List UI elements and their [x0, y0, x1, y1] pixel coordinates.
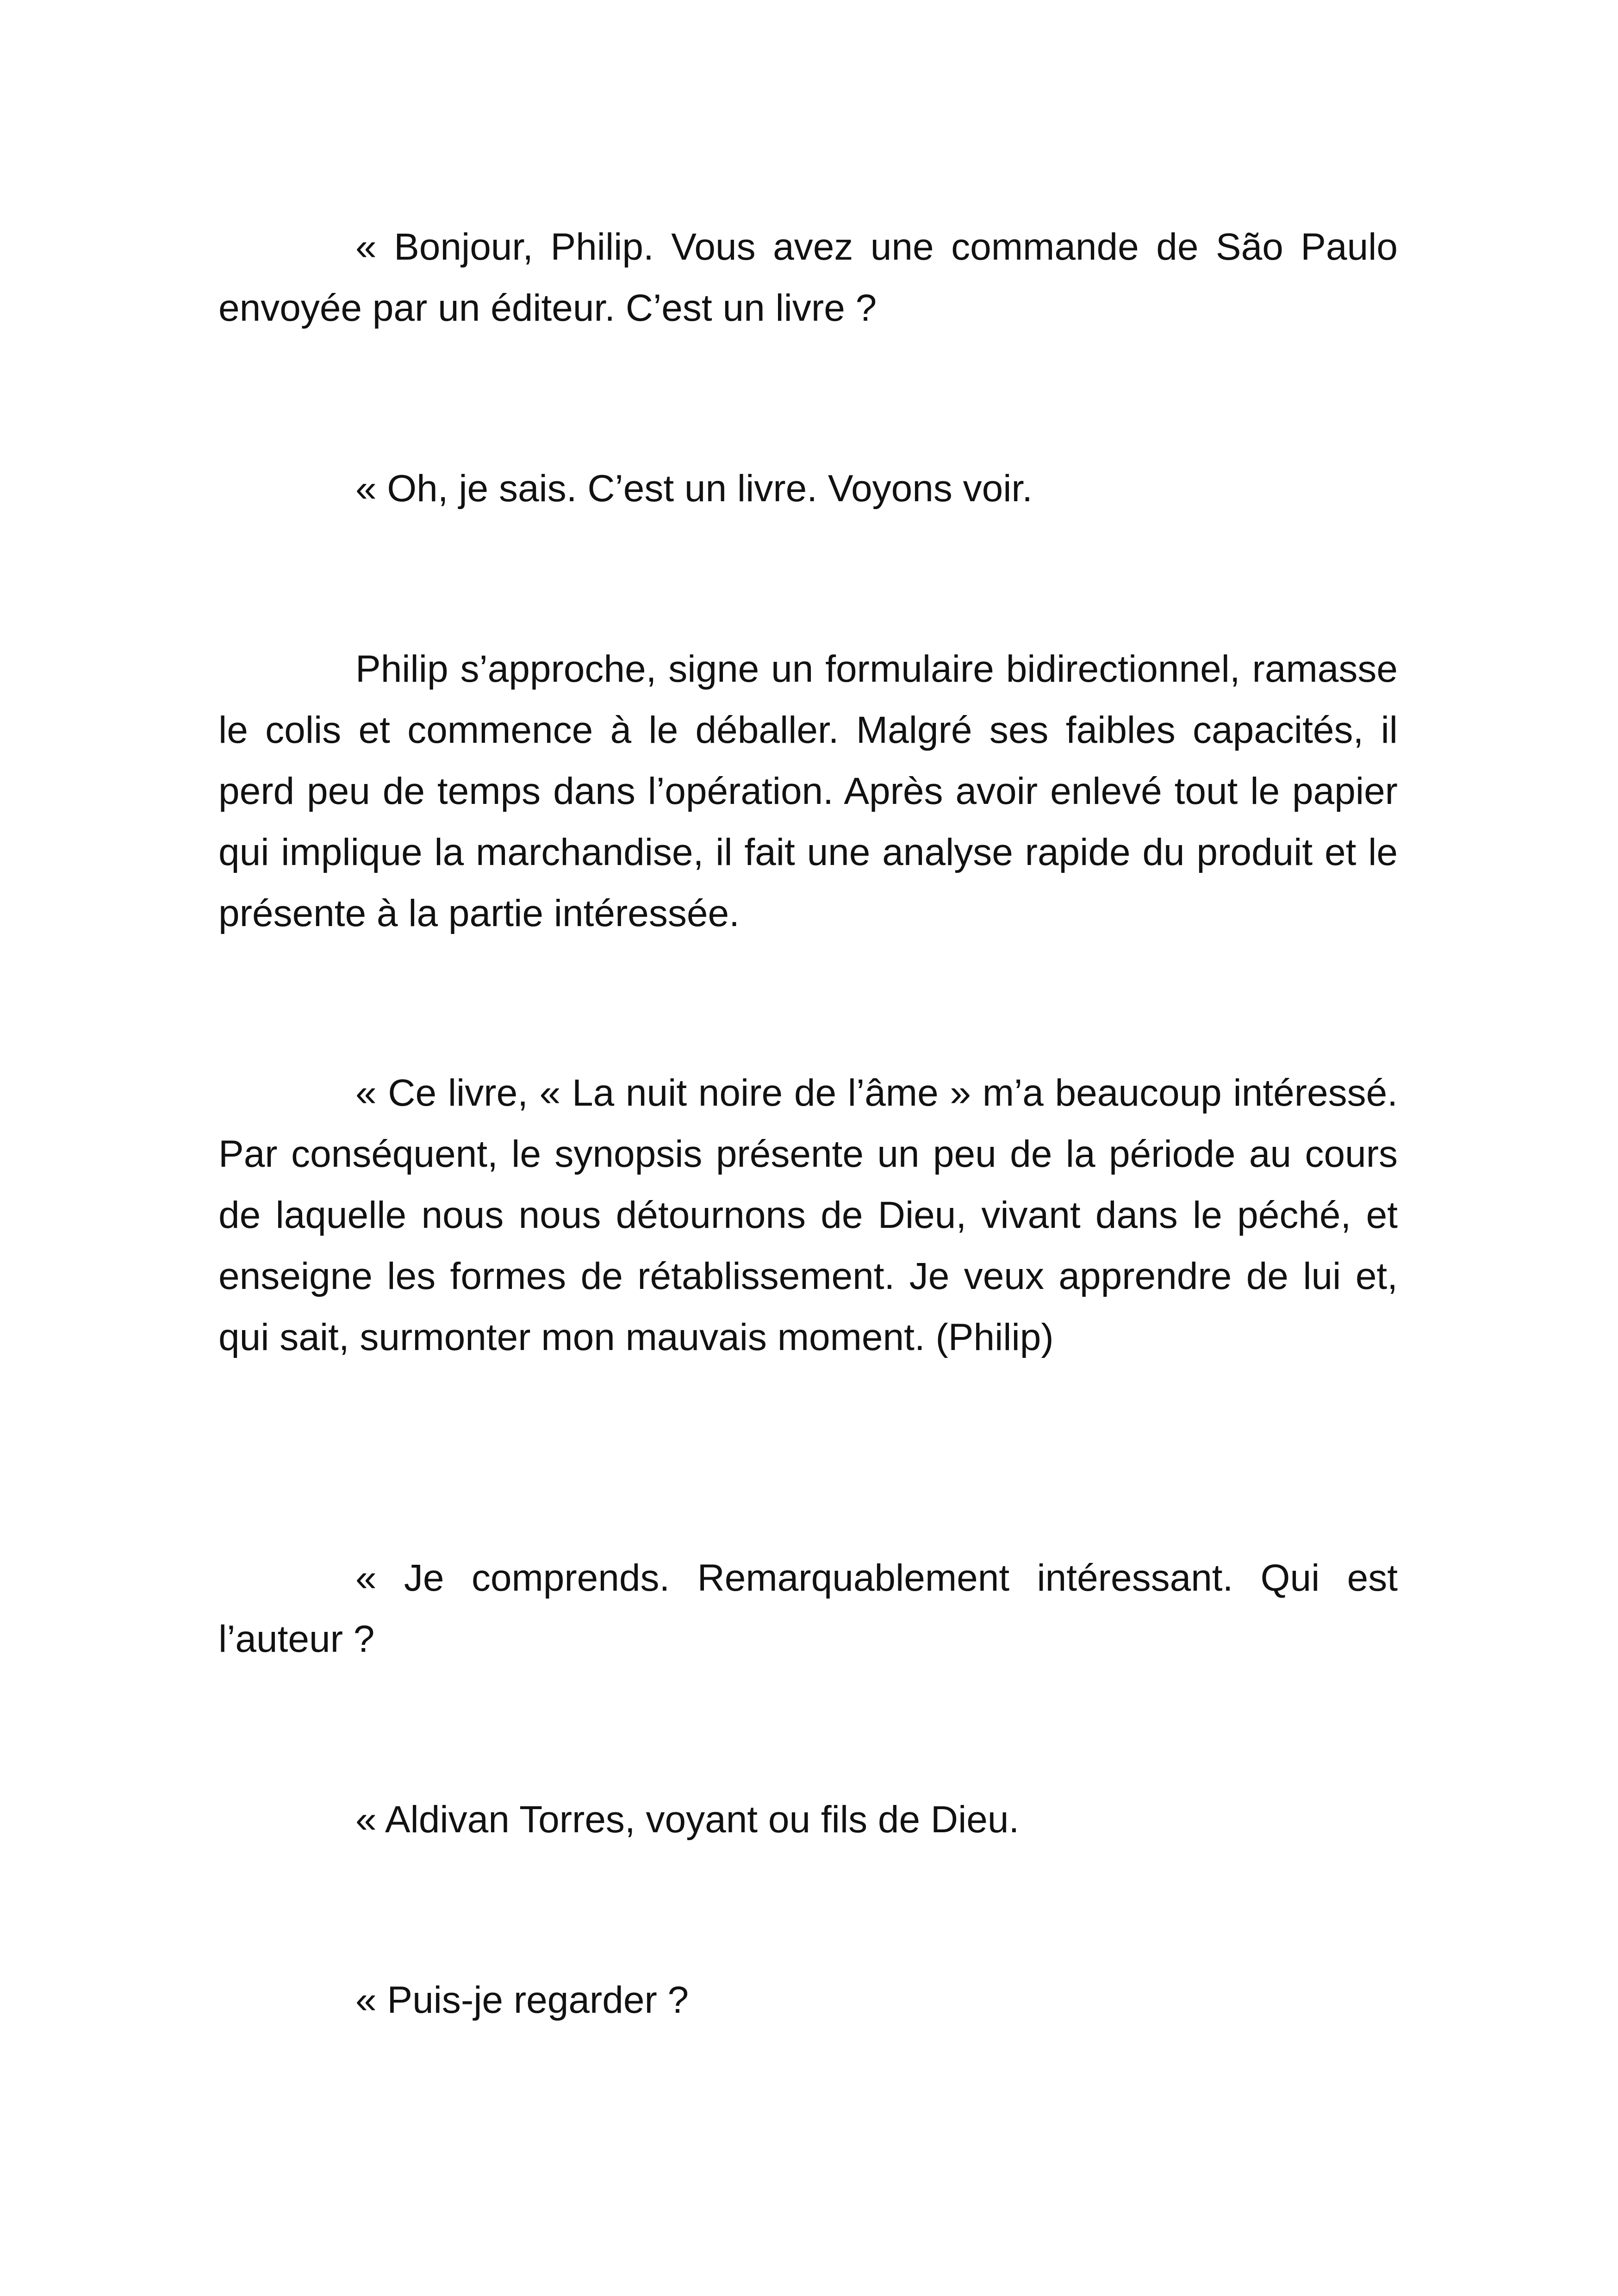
- narrative-paragraph: Philip s’approche, signe un formulaire bidirectionnel, ramasse le colis et commence à le déballer. Malgré ses faibles capacités, il perd peu de temps dans l’opération. Après avoir enlevé tout le papier qui implique la marchandise, il fait une analyse rapide du produit et le présente à la partie intéressée.: [218, 648, 1398, 934]
- dialogue-paragraph: « Bonjour, Philip. Vous avez une commande de São Paulo envoyée par un éditeur. C’est un livre ?: [218, 226, 1398, 329]
- dialogue-paragraph: « Je comprends. Remarquablement intéressant. Qui est l’auteur ?: [218, 1557, 1398, 1660]
- dialogue-paragraph: « Puis-je regarder ?: [355, 1979, 689, 2021]
- dialogue-paragraph: « Ce livre, « La nuit noire de l’âme » m’a beaucoup intéressé. Par conséquent, le synopsis présente un peu de la période au cours de laquelle nous nous détournons de Dieu, vivant dans le péché, et enseigne les formes de rétablissement. Je veux apprendre de lui et, qui sait, surmonter mon mauvais moment. (Philip): [218, 1072, 1398, 1358]
- dialogue-paragraph: « Aldivan Torres, voyant ou fils de Dieu.: [355, 1798, 1020, 1841]
- dialogue-paragraph: « Oh, je sais. C’est un livre. Voyons voir.: [355, 467, 1033, 510]
